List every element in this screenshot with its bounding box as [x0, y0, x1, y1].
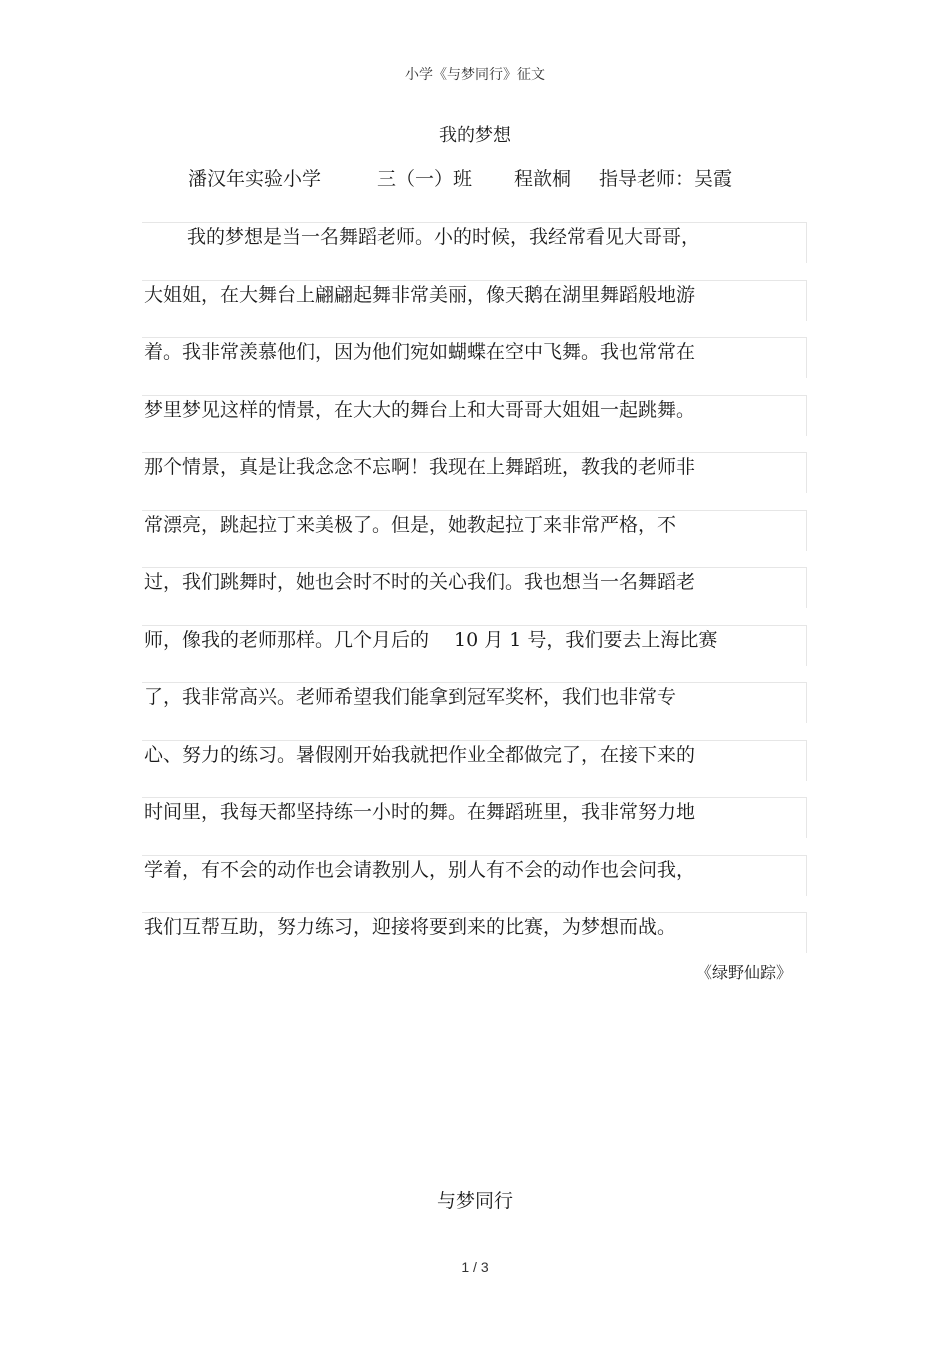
line-text: 梦里梦见这样的情景，在大大的舞台上和大哥哥大姐姐一起跳舞。	[144, 398, 696, 421]
essay-title: 我的梦想	[439, 125, 511, 146]
teacher-name: 指导老师：吴霞	[599, 168, 733, 190]
class-name: 三（一）班	[377, 168, 473, 190]
line-text: 我的梦想是当一名舞蹈老师。小的时候，我经常看见大哥哥，	[187, 226, 701, 248]
essay-body	[142, 222, 807, 970]
body-line	[142, 855, 807, 913]
body-line	[142, 222, 807, 280]
body-line	[142, 337, 807, 395]
line-text: 时间里，我每天都坚持练一小时的舞。在舞蹈班里，我非常努力地	[144, 801, 696, 823]
body-line	[142, 280, 807, 338]
body-line	[142, 797, 807, 855]
page-number: 1 / 3	[461, 1259, 489, 1275]
line-text: 我们互帮互助，努力练习，迎接将要到来的比赛，为梦想而战。	[144, 916, 677, 938]
line-text: 着。我非常羡慕他们，因为他们宛如蝴蝶在空中飞舞。我也常常在	[144, 341, 696, 363]
body-line	[142, 510, 807, 568]
body-line	[142, 395, 807, 453]
body-line	[142, 567, 807, 625]
next-section-title: 与梦同行	[436, 1190, 513, 1212]
line-text: 学着，有不会的动作也会请教别人，别人有不会的动作也会问我，	[144, 858, 696, 881]
line-text: 大姐姐，在大舞台上翩翩起舞非常美丽，像天鹅在湖里舞蹈般地游	[144, 283, 696, 306]
line-text: 心、努力的练习。暑假刚开始我就把作业全都做完了，在接下来的	[144, 743, 696, 766]
body-line	[142, 682, 807, 740]
line-text: 常漂亮，跳起拉丁来美极了。但是，她教起拉丁来非常严格，不	[144, 513, 677, 536]
byline	[188, 164, 732, 191]
line-text: 那个情景，真是让我念念不忘啊！我现在上舞蹈班，教我的老师非	[144, 456, 696, 478]
school-name: 潘汉年实验小学	[188, 168, 322, 190]
line-text: 了，我非常高兴。老师希望我们能拿到冠军奖杯，我们也非常专	[144, 686, 677, 708]
body-line	[142, 452, 807, 510]
page-header: 小学《与梦同行》征文	[405, 67, 545, 83]
line-text: 师，像我的老师那样。几个月后的 10 月 1 号，我们要去上海比赛	[144, 628, 718, 651]
line-text: 过，我们跳舞时，她也会时不时的关心我们。我也想当一名舞蹈老	[144, 571, 696, 593]
source-note: 《绿野仙踪》	[695, 963, 792, 982]
body-line	[142, 740, 807, 798]
body-line	[142, 625, 807, 683]
author-name: 程歆桐	[514, 168, 572, 190]
